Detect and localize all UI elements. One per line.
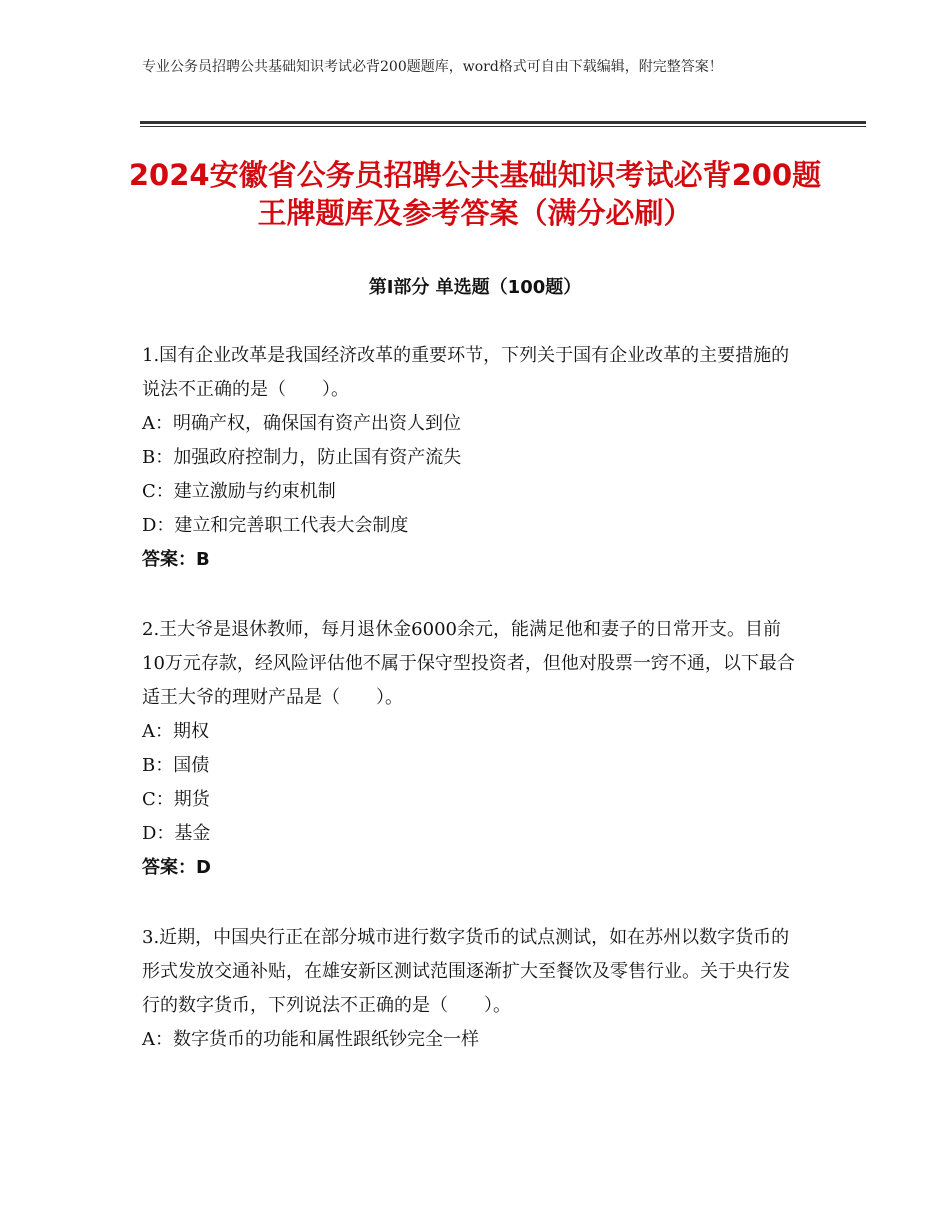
header-divider-thin [140, 126, 866, 127]
option-c: C：建立激励与约束机制 [142, 481, 336, 502]
option-a: A：期权 [142, 721, 209, 742]
question-stem: 1.国有企业改革是我国经济改革的重要环节，下列关于国有企业改革的主要措施的说法不正确的是（ ）。 [142, 345, 790, 400]
option-a: A：数字货币的功能和属性跟纸钞完全一样 [142, 1029, 479, 1050]
answer: 答案：B [142, 549, 210, 570]
option-b: B：国债 [142, 755, 210, 776]
header-note: 专业公务员招聘公共基础知识考试必背200题题库，word格式可自由下载编辑，附完整答案！ [142, 59, 723, 75]
option-b: B：加强政府控制力，防止国有资产流失 [142, 447, 462, 468]
question-stem: 3.近期，中国央行正在部分城市进行数字货币的试点测试，如在苏州以数字货币的形式发放交通补贴，在雄安新区测试范围逐渐扩大至餐饮及零售行业。关于央行发行的数字货币，下列说法不正确的是（ ）。 [142, 927, 790, 1016]
question-stem: 2.王大爷是退休教师，每月退休金6000余元，能满足他和妻子的日常开支。目前10万元存款，经风险评估他不属于保守型投资者，但他对股票一窍不通，以下最合适王大爷的理财产品是（ ）。 [142, 619, 795, 708]
option-d: D：基金 [142, 823, 211, 844]
question-2 [142, 613, 802, 885]
option-d: D：建立和完善职工代表大会制度 [142, 515, 409, 536]
option-c: C：期货 [142, 789, 210, 810]
section-heading: 第Ⅰ部分 单选题（100题） [368, 277, 582, 298]
question-1 [142, 339, 802, 577]
header-divider [140, 121, 866, 124]
answer: 答案：D [142, 857, 211, 878]
option-a: A：明确产权，确保国有资产出资人到位 [142, 413, 461, 434]
document-title: 2024安徽省公务员招聘公共基础知识考试必背200题王牌题库及参考答案（满分必刷） [128, 158, 822, 230]
question-3 [142, 921, 802, 1057]
